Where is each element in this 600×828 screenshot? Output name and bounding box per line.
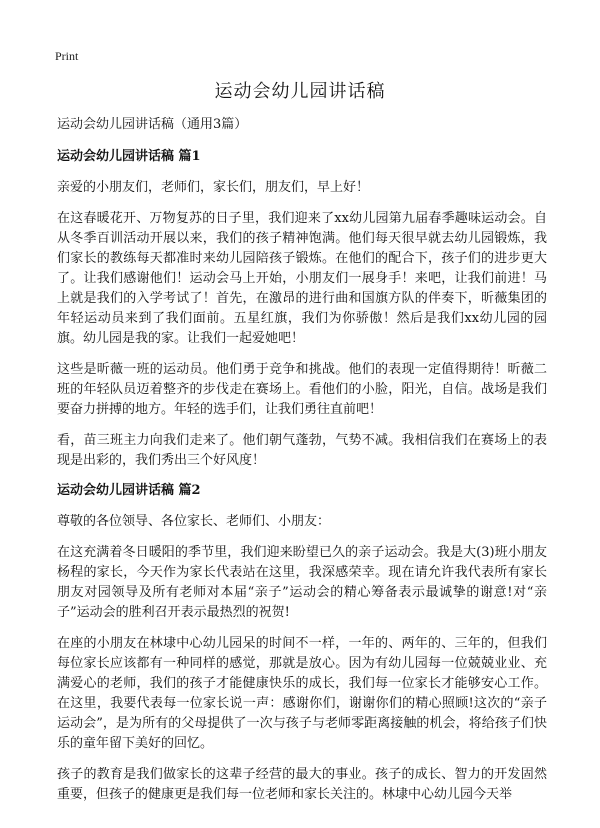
section-heading: 运动会幼儿园讲话稿 篇2 bbox=[57, 483, 201, 498]
paragraph: 尊敬的各位领导、各位家长、老师们、小朋友： bbox=[57, 514, 331, 529]
print-link[interactable]: Print bbox=[55, 49, 79, 63]
section-1 bbox=[57, 148, 547, 471]
paragraph: 这些是昕薇一班的运动员。他们勇于竞争和挑战。他们的表现一定值得期待！昕薇二班的年轻队员迈着整齐的步伐走在赛场上。看他们的小脸，阳光，自信。战场是我们要奋力拼搏的地方。年轻的选手们，让我们勇往直前吧！ bbox=[57, 362, 547, 417]
paragraph: 在座的小朋友在林埭中心幼儿园呆的时间不一样，一年的、两年的、三年的，但我们每位家长应该都有一种同样的感觉，那就是放心。因为有幼儿园每一位兢兢业业、充满爱心的老师，我们的孩子才能健康快乐的成长，我们每一位家长才能够安心工作。在这里，我要代表每一位家长说一声：感谢你们，谢谢你们的精心照顾!这次的“亲子运动会”，是为所有的父母提供了一次与孩子与老师零距离接触的机会，将给孩子们快乐的童年留下美好的回忆。 bbox=[57, 636, 547, 751]
article-subtitle: 运动会幼儿园讲话稿（通用3篇） bbox=[57, 117, 248, 132]
page-title: 运动会幼儿园讲话稿 bbox=[214, 81, 386, 102]
section-heading: 运动会幼儿园讲话稿 篇1 bbox=[57, 149, 201, 164]
paragraph: 在这充满着冬日暖阳的季节里，我们迎来盼望已久的亲子运动会。我是大(3)班小朋友杨程的家长，今天作为家长代表站在这里，我深感荣幸。现在请允许我代表所有家长朋友对园领导及所有老师对本届“亲子”运动会的精心筹备表示最诚挚的谢意!对“亲子”运动会的胜利召开表示最热烈的祝贺! bbox=[57, 545, 547, 620]
article-body bbox=[57, 116, 547, 816]
paragraph: 看，苗三班主力向我们走来了。他们朝气蓬勃，气势不减。我相信我们在赛场上的表现是出彩的，我们秀出三个好风度！ bbox=[57, 433, 547, 468]
paragraph: 孩子的教育是我们做家长的这辈子经营的最大的事业。孩子的成长、智力的开发固然重要，但孩子的健康更是我们每一位老师和家长关注的。林埭中心幼儿园今天举 bbox=[57, 767, 547, 802]
paragraph: 亲爱的小朋友们，老师们，家长们，朋友们，早上好！ bbox=[57, 180, 370, 195]
section-2 bbox=[57, 482, 547, 805]
paragraph: 在这春暖花开、万物复苏的日子里，我们迎来了xx幼儿园第九届春季趣味运动会。自从冬季百训活动开展以来，我们的孩子精神饱满。他们每天很早就去幼儿园锻炼，我们家长的教练每天都准时来幼儿园陪孩子锻炼。在他们的配合下，孩子们的进步更大了。让我们感谢他们！运动会马上开始，小朋友们一展身手！来吧，让我们前进！马上就是我们的入学考试了！首先，在激昂的进行曲和国旗方队的伴奏下，昕薇集团的年轻运动员来到了我们面前。五星红旗，我们为你骄傲！然后是我们xx幼儿园的园旗。幼儿园是我的家。让我们一起爱她吧！ bbox=[57, 211, 547, 346]
